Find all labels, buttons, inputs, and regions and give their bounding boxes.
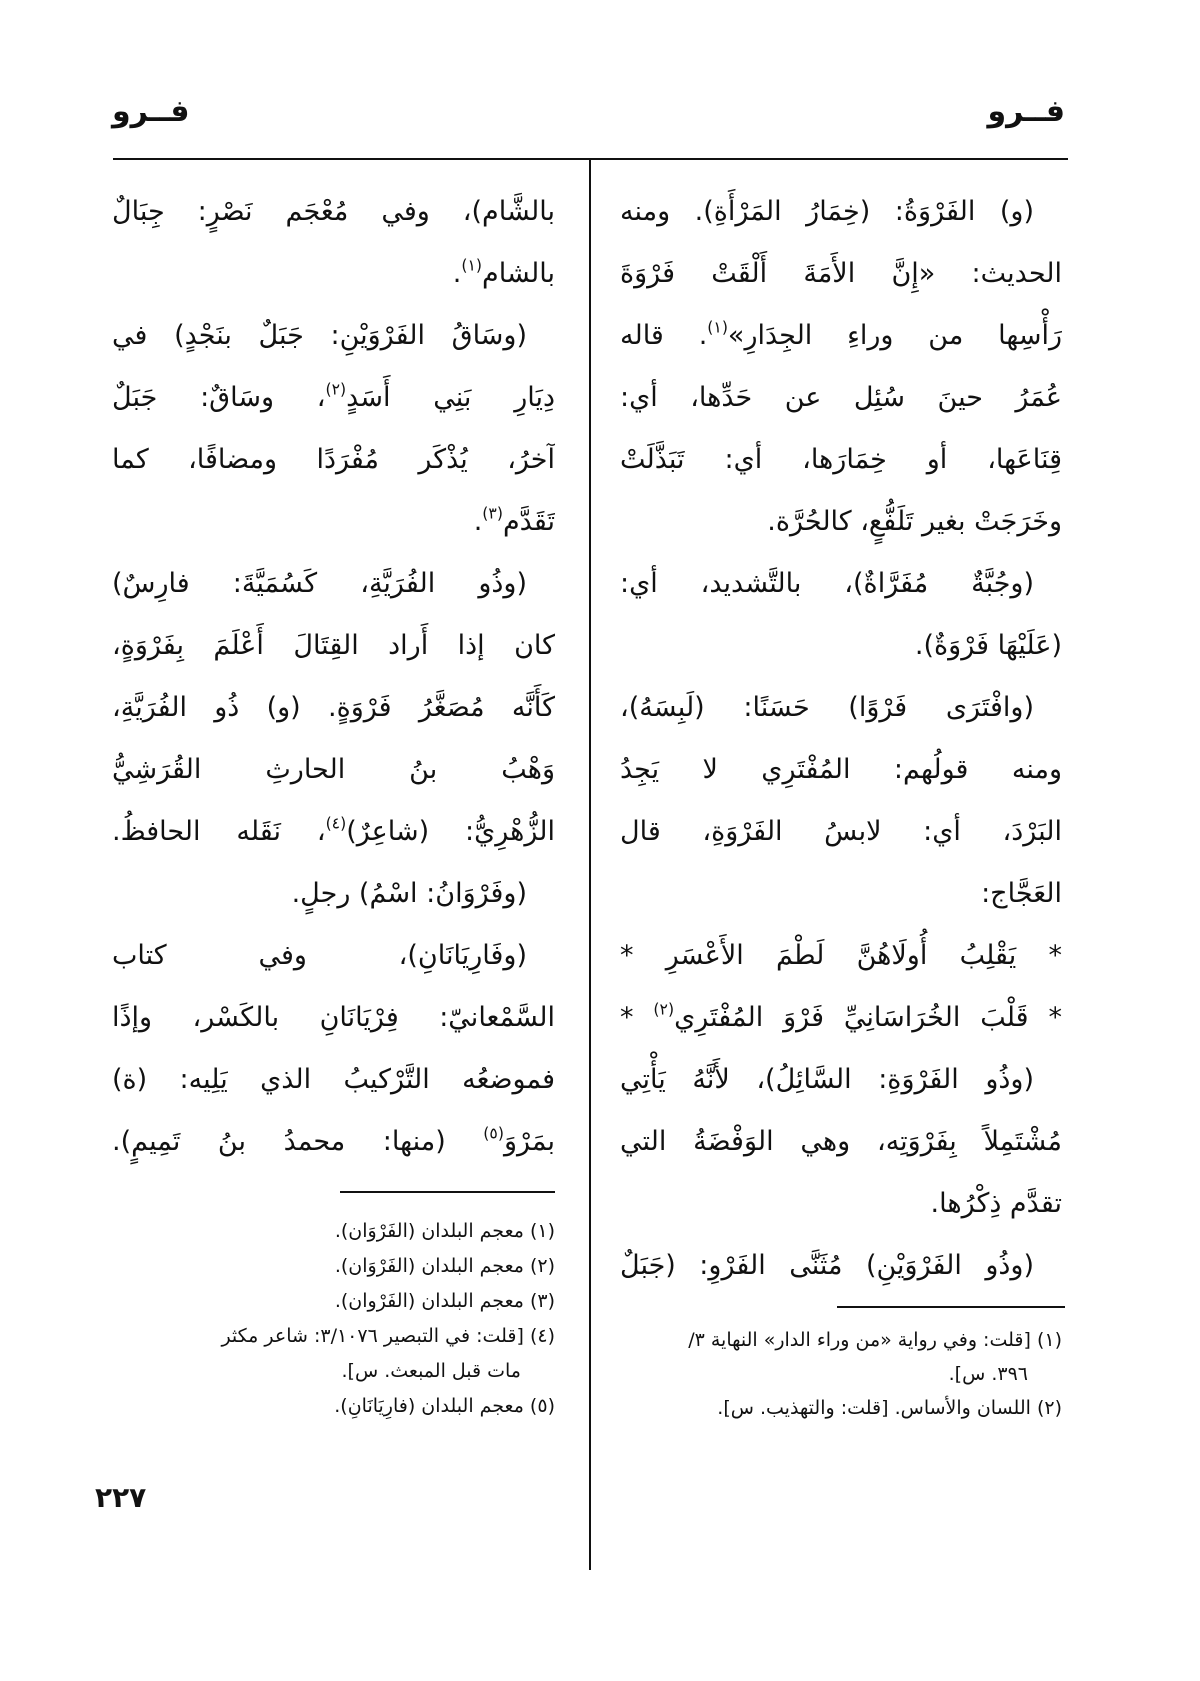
text-segment: * قَلْبَ الخُرَاسَانِيِّ فَرْوَ المُفْتَرِي bbox=[674, 1002, 1062, 1033]
footnote-rule bbox=[837, 1306, 1065, 1308]
text-line bbox=[112, 491, 555, 553]
text-line: وخَرَجَتْ بغير تَلَفُّعٍ، كالحُرَّة. bbox=[767, 506, 1062, 537]
page-number: ٢٢٧ bbox=[95, 1481, 147, 1514]
text-line: مُشْتَمِلاً بِفَرْوَتِه، وهي الوَفْضَةُ التي bbox=[620, 1126, 1062, 1157]
text-segment: بمَرْوَ bbox=[503, 1126, 555, 1157]
text-segment: رَأْسِها من وراءِ الجِدَارِ» bbox=[727, 320, 1062, 351]
footnote-line: (٢) معجم البلدان (الفَرْوَان). bbox=[334, 1255, 555, 1277]
text-line: (وذُو الفَرْوَةِ: السَّائِلُ)، لأَنَّهُ يَأْتِي bbox=[620, 1064, 1034, 1095]
text-line: (وفَارِيَانَانِ)، وفي كتاب bbox=[112, 940, 527, 971]
text-line: (وسَاقُ الفَرْوَيْنِ: جَبَلٌ بنَجْدٍ) في bbox=[112, 320, 527, 351]
text-line: (وفَرْوَانُ: اسْمُ) رجلٍ. bbox=[291, 878, 527, 909]
text-line: (وذُو الفَرْوَيْنِ) مُثَنَّى الفَرْوِ: (جَبَلٌ bbox=[620, 1250, 1034, 1281]
text-line: عُمَرُ حينَ سُئِل عن حَدِّها، أي: bbox=[620, 382, 1062, 413]
running-head-right: فــرو bbox=[987, 94, 1065, 129]
text-line: البَرْدَ، أي: لابسُ الفَرْوَةِ، قال bbox=[620, 816, 1062, 847]
text-line bbox=[112, 367, 555, 429]
footnote-line: (٣) معجم البلدان (الفَرْوان). bbox=[334, 1290, 555, 1312]
footnote-line: (٢) اللسان والأساس. [قلت: والتهذيب. س]. bbox=[717, 1397, 1062, 1419]
text-line bbox=[112, 1111, 555, 1173]
footnote-line: مات قبل المبعث. س]. bbox=[341, 1360, 521, 1382]
running-head-left: فــرو bbox=[112, 94, 190, 129]
verse-line bbox=[620, 987, 1062, 1049]
footnote-line: (١) [قلت: وفي رواية «من وراء الدار» النهاية ٣/ bbox=[688, 1329, 1062, 1351]
footnote-line: (٥) معجم البلدان (فارِيَانَانِ). bbox=[334, 1395, 555, 1417]
text-line: ومنه قولُهم: المُفْتَرِي لا يَجِدُ bbox=[620, 754, 1062, 785]
text-segment: (منها: محمدُ بنُ تَمِيمٍ). bbox=[112, 1126, 484, 1157]
footnote-line: (٤) [قلت: في التبصير ٣/١٠٧٦: شاعر مكثر bbox=[221, 1325, 555, 1347]
left-column bbox=[112, 181, 555, 1173]
footnote-ref: (٥) bbox=[483, 1123, 504, 1143]
footnote-ref: (٢) bbox=[653, 999, 675, 1019]
text-segment: . قاله bbox=[620, 320, 708, 351]
text-line bbox=[620, 305, 1062, 367]
footnote-ref: (١) bbox=[707, 317, 728, 337]
text-line: (وجُبَّةٌ مُفَرَّاةٌ)، بالتَّشديد، أي: bbox=[620, 568, 1034, 599]
text-segment: تَقَدَّم bbox=[502, 506, 555, 537]
text-line: السَّمْعانيّ: فِرْيَانَانِ بالكَسْر، وإذًا bbox=[112, 1002, 555, 1033]
text-line bbox=[112, 243, 555, 305]
footnote-ref: (٤) bbox=[325, 813, 347, 833]
text-line: آخرُ، يُذْكَر مُفْرَدًا ومضافًا، كما bbox=[112, 444, 555, 475]
text-segment: دِيَارِ بَنِي أَسَدٍ bbox=[346, 382, 555, 413]
text-line: الحديث: «إِنَّ الأَمَةَ أَلْقَتْ فَرْوَةَ bbox=[620, 258, 1062, 289]
footnote-rule bbox=[340, 1191, 555, 1193]
text-line: العَجَّاج: bbox=[981, 878, 1062, 909]
text-line: (وافْتَرَى فَرْوًا) حَسَنًا: (لَبِسَهُ)، bbox=[620, 692, 1034, 723]
left-footnotes bbox=[112, 1214, 555, 1424]
footnote-ref: (٢) bbox=[325, 379, 347, 399]
text-line: (وذُو الفُرَيَّةِ، كَسُمَيَّةَ: فارِسٌ) bbox=[112, 568, 527, 599]
text-line: وَهْبُ بنُ الحارثِ القُرَشِيُّ bbox=[112, 754, 555, 785]
footnote-ref: (١) bbox=[461, 255, 482, 275]
text-line: كان إذا أَراد القِتَالَ أَعْلَمَ بِفَرْوَةٍ، bbox=[112, 630, 555, 661]
text-line: (و) الفَرْوَةُ: (خِمَارُ المَرْأَةِ). ومنه bbox=[620, 196, 1034, 227]
text-line bbox=[112, 801, 555, 863]
verse-line: * يَقْلِبُ أُولَاهُنَّ لَطْمَ الأَعْسَرِ * bbox=[620, 940, 1062, 971]
column-divider bbox=[589, 158, 591, 1570]
text-segment: ، نَقَله الحافظُ. bbox=[112, 816, 326, 847]
text-line: (عَلَيْهَا فَرْوَةٌ). bbox=[914, 630, 1062, 661]
footnote-line: (١) معجم البلدان (الفَرْوَان). bbox=[334, 1220, 555, 1242]
text-segment: بالشام bbox=[482, 258, 555, 289]
right-column bbox=[620, 181, 1062, 1297]
text-segment: . bbox=[452, 258, 462, 289]
text-segment: ، وسَاقٌ: جَبَلٌ bbox=[112, 382, 326, 413]
text-line: فموضعُه التَّرْكيبُ الذي يَلِيه: (ة) bbox=[112, 1064, 555, 1095]
text-line: كَأَنَّه مُصَغَّرُ فَرْوَةٍ. (و) ذُو الفُرَيَّةِ، bbox=[112, 692, 555, 723]
text-segment: الزُّهْرِيُّ: (شاعِرٌ) bbox=[346, 816, 555, 847]
text-segment: . bbox=[473, 506, 483, 537]
right-footnotes bbox=[620, 1323, 1062, 1425]
text-segment: * bbox=[620, 1002, 654, 1033]
text-line: بالشَّام)، وفي مُعْجَم نَصْرٍ: جِبَالٌ bbox=[112, 196, 555, 227]
text-line: تقدَّم ذِكْرُها. bbox=[930, 1188, 1062, 1219]
footnote-line: ٣٩٦. س]. bbox=[948, 1363, 1028, 1385]
footnote-ref: (٣) bbox=[482, 503, 503, 523]
text-line: قِنَاعَها، أو خِمَارَها، أي: تَبَذَّلَتْ bbox=[620, 444, 1062, 475]
